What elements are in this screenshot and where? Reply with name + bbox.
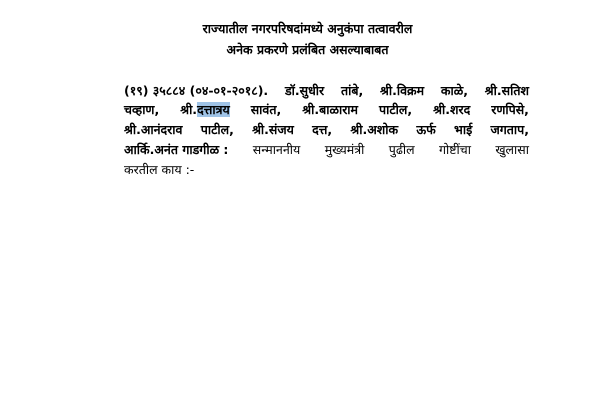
question-line-2	[124, 100, 529, 119]
member-name: भाई	[454, 122, 473, 137]
question-line-5: करतील काय :-	[124, 162, 195, 177]
question-text: पुढील	[388, 142, 415, 157]
question-text: सन्माननीय	[252, 142, 301, 157]
selected-text-highlight[interactable]: दत्तात्रय	[197, 102, 230, 117]
question-text: मुख्यमंत्री	[324, 142, 365, 157]
heading-line-1: राज्यातील नगरपरिषदांमध्ये अनुकंपा तत्वावरील	[202, 21, 413, 36]
member-prefix: श्री.	[180, 102, 198, 117]
member-name: तांबे,	[340, 83, 364, 98]
member-name: श्री.सतिश	[484, 83, 529, 98]
member-name: श्री.शरद	[433, 102, 471, 117]
heading-line-2: अनेक प्रकरणे प्रलंबित असल्याबाबत	[226, 42, 389, 57]
member-name: ऊर्फ	[416, 122, 436, 137]
member-name: पाटील,	[200, 122, 234, 137]
member-name: डॉ.सुधीर	[284, 83, 325, 98]
question-text: गोष्टींचा	[438, 142, 471, 157]
member-name: श्री.अशोक	[350, 122, 399, 137]
member-name: काळे,	[440, 83, 468, 98]
member-name-selected[interactable]	[180, 100, 230, 119]
question-line-4	[124, 140, 529, 159]
member-name: सावंत,	[250, 102, 282, 117]
member-name: पाटील,	[379, 102, 413, 117]
member-name: श्री.बाळाराम	[302, 102, 359, 117]
member-name: श्री.विक्रम	[380, 83, 425, 98]
question-text: खुलासा	[495, 142, 529, 157]
question-number: (१९) ३५८८४ (०४-०१-२०१८).	[124, 83, 269, 98]
question-line-3	[124, 120, 529, 139]
member-name: श्री.संजय	[252, 122, 294, 137]
question-line-1	[124, 81, 529, 100]
member-name: रणपिसे,	[491, 102, 529, 117]
member-name: श्री.आनंदराव	[124, 122, 183, 137]
member-name: चव्हाण,	[124, 102, 160, 117]
member-name: आर्कि.अनंत गाडगीळ :	[124, 142, 229, 157]
member-name: जगताप,	[490, 122, 529, 137]
member-name: दत्त,	[312, 122, 333, 137]
